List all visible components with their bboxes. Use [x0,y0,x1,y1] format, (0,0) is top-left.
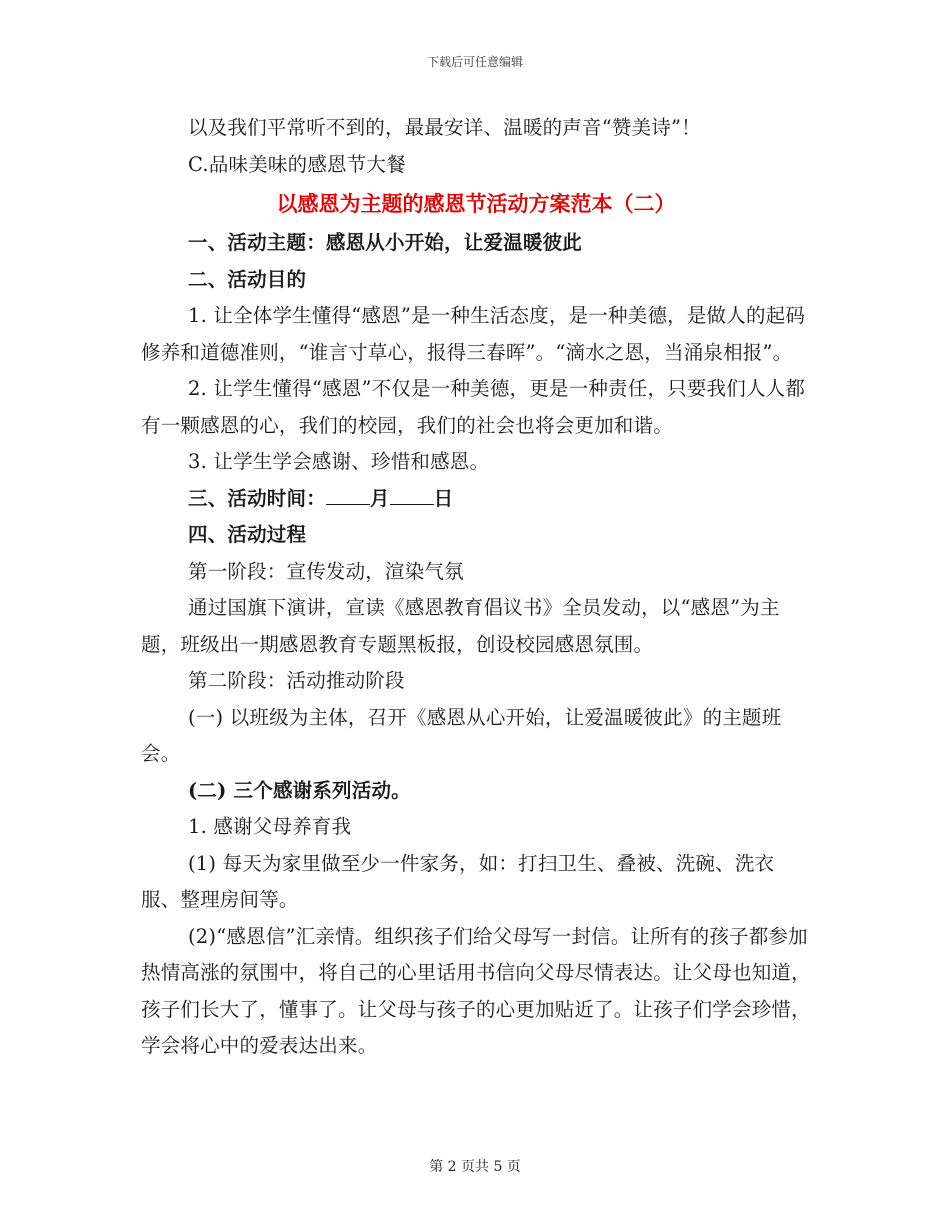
thanks-parents-item-1: (1) 每天为家里做至少一件家务，如：打扫卫生、叠被、洗碗、洗衣服、整理房间等。 [141,851,775,911]
paragraph-hymn: 以及我们平常听不到的，最最安详、温暖的声音“赞美诗”！ [188,116,701,139]
heading-process: 四、活动过程 [188,523,307,546]
time-label: 三、活动时间： [188,486,326,510]
purpose-item-3: 3. 让学生学会感谢、珍惜和感恩。 [188,450,490,473]
stage-2-item-2: (二) 三个感谢系列活动。 [188,778,411,802]
purpose-item-1: 1. 让全体学生懂得“感恩”是一种生活态度，是一种美德，是做人的起码修养和道德准则，“谁言寸草心，报得三春晖”。“滴水之恩，当涌泉相报”。 [141,304,806,364]
purpose-item-2: 2. 让学生懂得“感恩”不仅是一种美德，更是一种责任，只要我们人人都有一颗感恩的心，我们的校园，我们的社会也将会更加和谐。 [141,377,806,437]
thanks-parents-title: 1. 感谢父母养育我 [188,815,352,838]
section-title: 以感恩为主题的感恩节活动方案范本（二） [276,191,676,216]
heading-purpose: 二、活动目的 [188,267,307,291]
month-blank [326,484,370,505]
page-header: 下载后可任意编辑 [426,55,523,69]
stage-1-paragraph: 通过国旗下演讲，宣读《感恩教育倡议书》全员发动，以“感恩”为主题，班级出一期感恩教育专题黑板报，创设校园感恩氛围。 [141,596,780,656]
stage-1-title: 第一阶段：宣传发动，渲染气氛 [188,559,464,583]
stage-2-title: 第二阶段：活动推动阶段 [188,669,405,692]
heading-theme: 一、活动主题：感恩从小开始，让爱温暖彼此 [188,231,583,254]
month-label: 月 [369,486,390,510]
stage-2-item-1: (一) 以班级为主体，召开《感恩从心开始，让爱温暖彼此》的主题班会。 [141,705,782,765]
day-label: 日 [433,486,454,510]
page-footer: 第 2 页共 5 页 [429,1159,521,1175]
heading-time [141,481,811,518]
thanks-parents-item-2: (2)“感恩信”汇亲情。组织孩子们给父母写一封信。让所有的孩子都参加热情高涨的氛围中，将自己的心里话用书信向父母尽情表达。让父母也知道，孩子们长大了，懂事了。让父母与孩子的心更加贴近了。让孩子们学会珍惜，学会将心中的爱表达出来。 [141,924,811,1057]
day-blank [390,484,434,505]
item-thanksgiving-dinner: C.品味美味的感恩节大餐 [188,152,406,176]
document-body [141,110,811,1065]
